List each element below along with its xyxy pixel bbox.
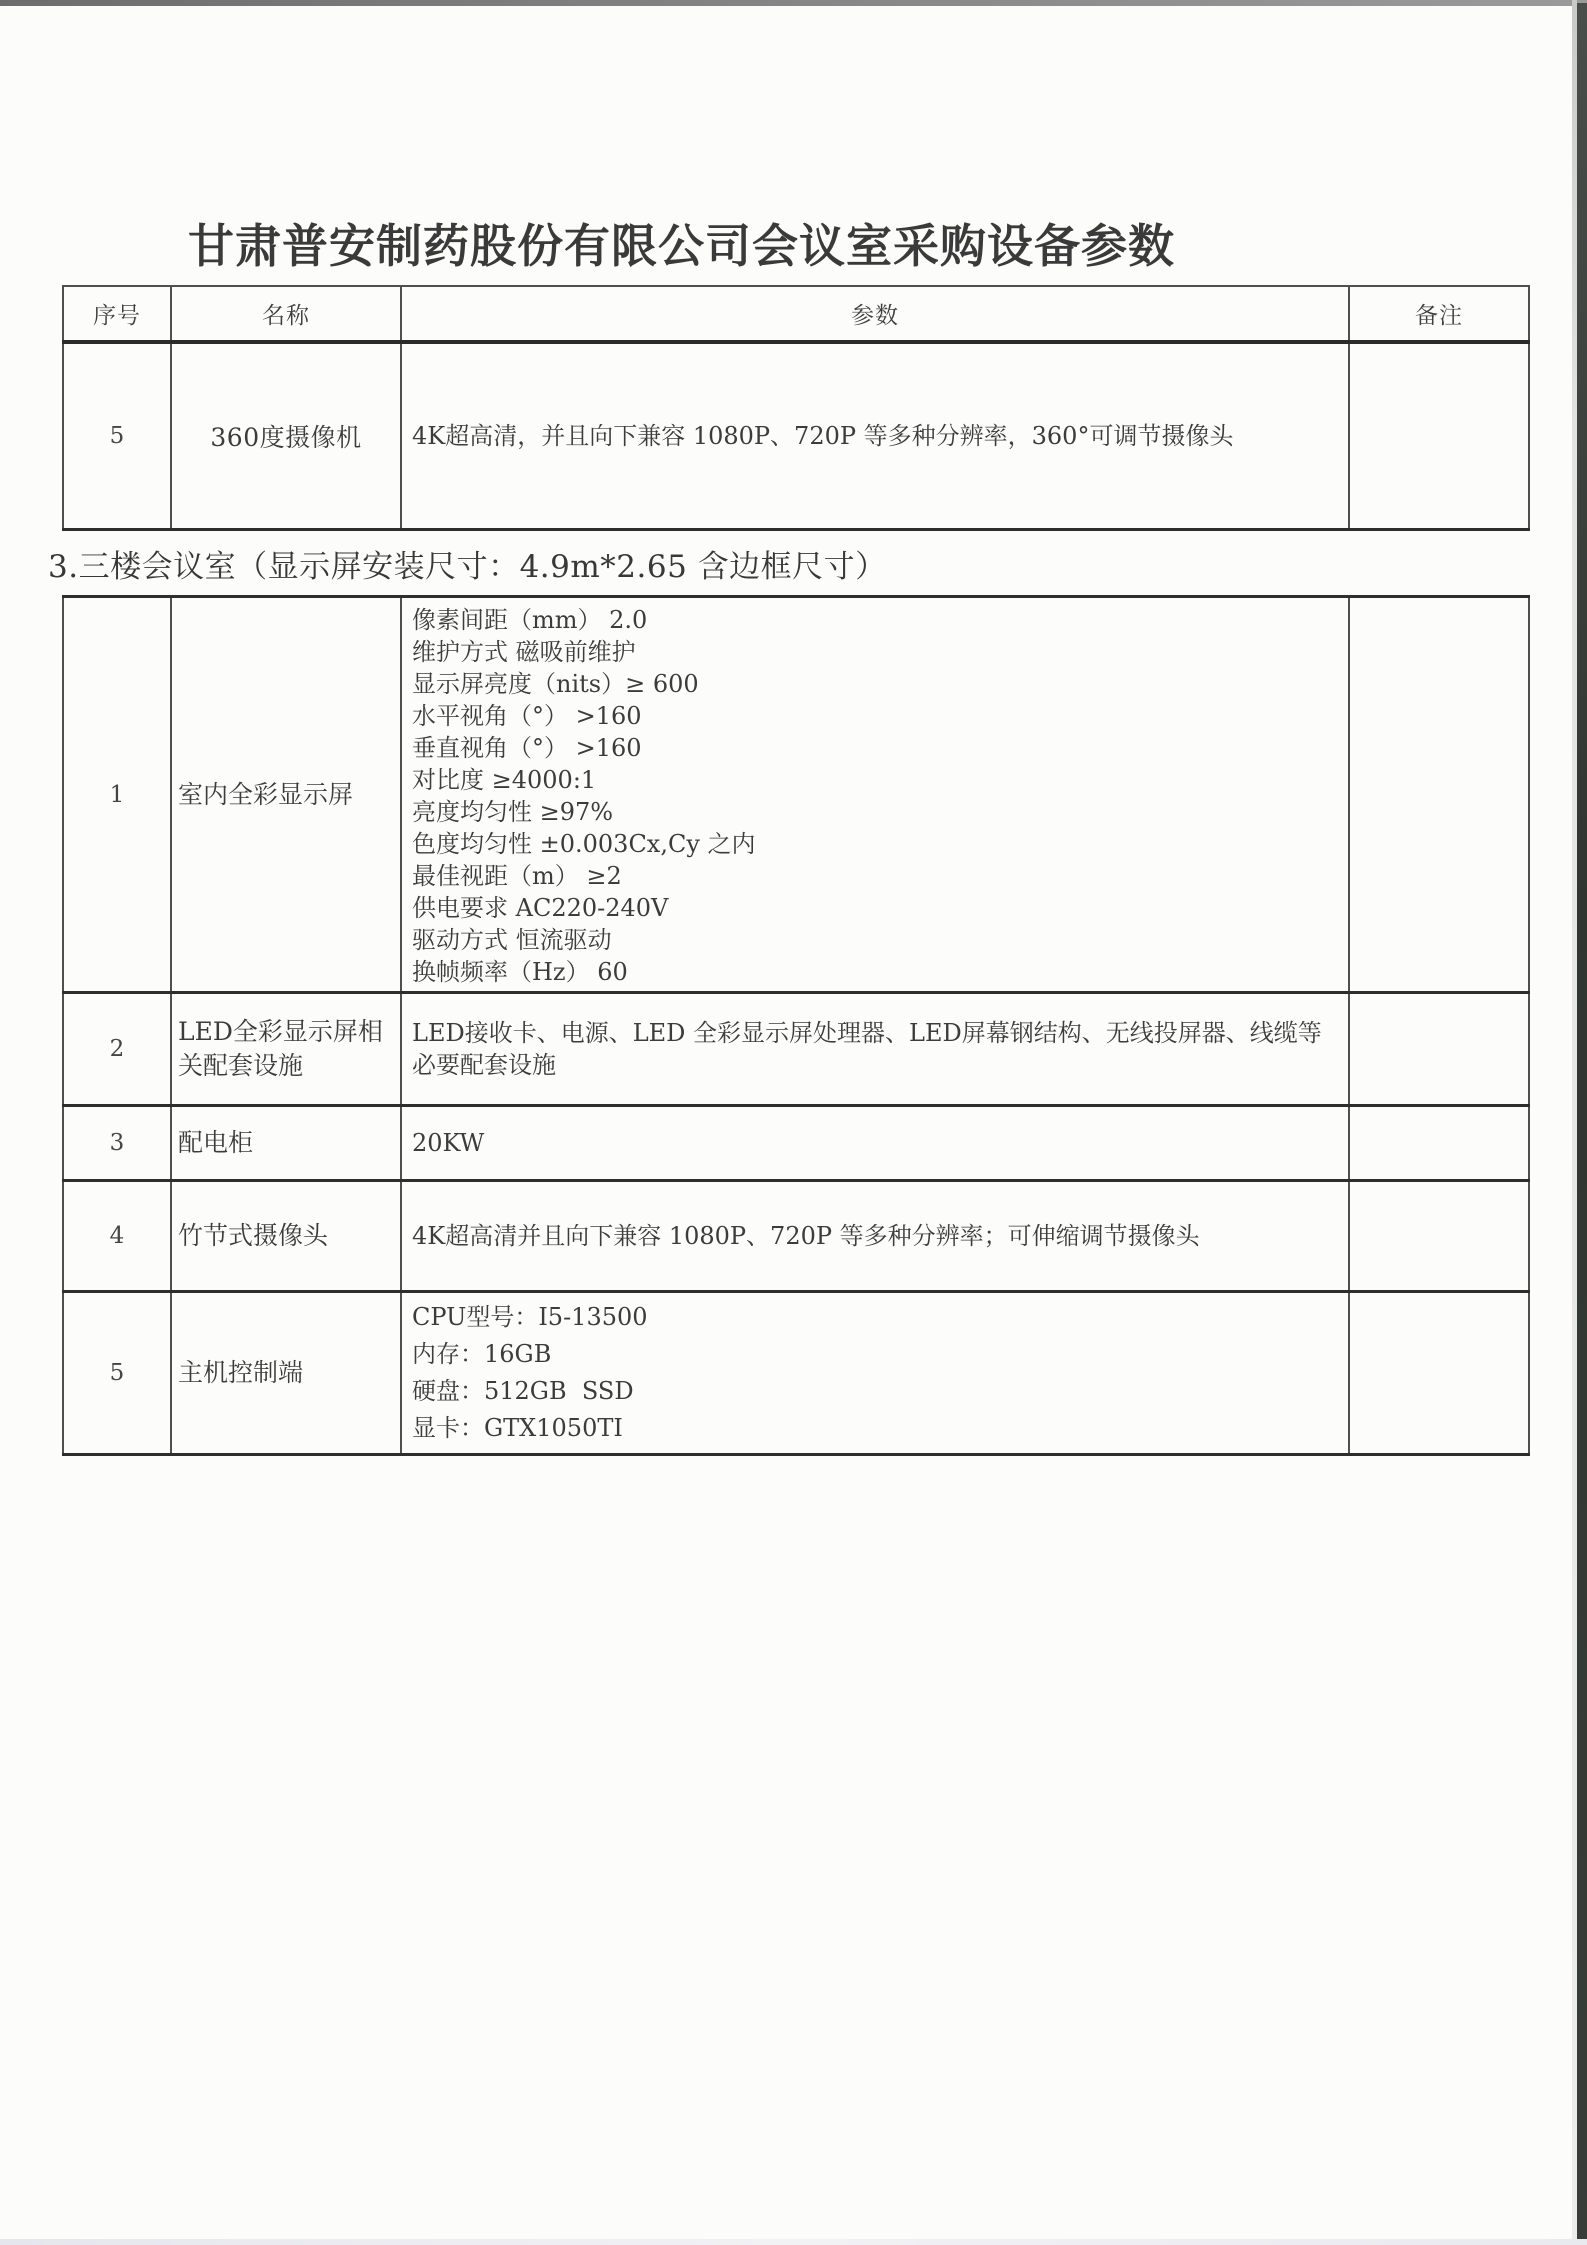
scan-edge-top bbox=[0, 0, 1587, 6]
note-cell bbox=[1349, 342, 1529, 530]
param-line: 最佳视距（m） ≥2 bbox=[412, 862, 622, 890]
param-line: 水平视角（°） >160 bbox=[412, 702, 642, 730]
note-cell bbox=[1349, 993, 1529, 1106]
table-row bbox=[63, 597, 1529, 993]
name-cell: 360度摄像机 bbox=[171, 342, 401, 530]
section-heading: 3.三楼会议室（显示屏安装尺寸：4.9m*2.65 含边框尺寸） bbox=[48, 549, 887, 585]
note-cell bbox=[1349, 1292, 1529, 1455]
name-cell: 室内全彩显示屏 bbox=[171, 597, 401, 993]
param-line: 驱动方式 恒流驱动 bbox=[412, 926, 612, 954]
page-title: 甘肃普安制药股份有限公司会议室采购设备参数 bbox=[188, 219, 1175, 273]
name-cell: 配电柜 bbox=[171, 1106, 401, 1181]
note-cell bbox=[1349, 597, 1529, 993]
param-line: 显卡：GTX1050TI bbox=[412, 1414, 623, 1442]
table-body bbox=[63, 342, 1529, 530]
note-cell bbox=[1349, 1106, 1529, 1181]
param-line: 硬盘：512GB SSD bbox=[412, 1377, 634, 1405]
param-line: 像素间距（mm） 2.0 bbox=[412, 606, 648, 634]
third-floor-spec-table bbox=[62, 595, 1530, 1456]
header-note: 备注 bbox=[1349, 286, 1529, 342]
param-line: 显示屏亮度（nits）≥ 600 bbox=[412, 670, 699, 698]
row-number-cell: 1 bbox=[63, 597, 171, 993]
params-cell bbox=[401, 1106, 1349, 1181]
params-cell bbox=[401, 597, 1349, 993]
header-row bbox=[63, 286, 1529, 342]
table-header bbox=[63, 286, 1529, 342]
row-number-cell: 5 bbox=[63, 342, 171, 530]
table-row bbox=[63, 1292, 1529, 1455]
param-line: 4K超高清，并且向下兼容 1080P、720P 等多种分辨率，360°可调节摄像头 bbox=[412, 421, 1234, 450]
header-serial: 序号 bbox=[63, 286, 171, 342]
param-line: LED接收卡、电源、LED 全彩显示屏处理器、LED屏幕钢结构、无线投屏器、线缆等必要配套设施 bbox=[412, 1019, 1322, 1079]
note-cell bbox=[1349, 1181, 1529, 1292]
header-name: 名称 bbox=[171, 286, 401, 342]
name-cell: 竹节式摄像头 bbox=[171, 1181, 401, 1292]
param-line: 维护方式 磁吸前维护 bbox=[412, 638, 636, 666]
param-line: 换帧频率（Hz） 60 bbox=[412, 958, 628, 986]
param-line: 内存：16GB bbox=[412, 1340, 552, 1368]
table-row bbox=[63, 1181, 1529, 1292]
name-cell: 主机控制端 bbox=[171, 1292, 401, 1455]
row-number-cell: 3 bbox=[63, 1106, 171, 1181]
param-line: 对比度 ≥4000:1 bbox=[412, 766, 597, 794]
param-line: 20KW bbox=[412, 1129, 485, 1157]
table-row bbox=[63, 1106, 1529, 1181]
row-number-cell: 4 bbox=[63, 1181, 171, 1292]
params-cell bbox=[401, 342, 1349, 530]
table-row bbox=[63, 342, 1529, 530]
param-line: 色度均匀性 ±0.003Cx,Cy 之内 bbox=[412, 830, 756, 858]
params-cell bbox=[401, 1181, 1349, 1292]
params-cell bbox=[401, 993, 1349, 1106]
camera-spec-table bbox=[62, 285, 1530, 531]
table-row bbox=[63, 993, 1529, 1106]
header-params: 参数 bbox=[401, 286, 1349, 342]
row-number-cell: 2 bbox=[63, 993, 171, 1106]
param-line: CPU型号：I5-13500 bbox=[412, 1303, 648, 1331]
param-line: 供电要求 AC220-240V bbox=[412, 894, 669, 922]
param-line: 4K超高清并且向下兼容 1080P、720P 等多种分辨率；可伸缩调节摄像头 bbox=[412, 1222, 1200, 1250]
table-body bbox=[63, 597, 1529, 1455]
param-line: 亮度均匀性 ≥97% bbox=[412, 798, 614, 826]
param-line: 垂直视角（°） >160 bbox=[412, 734, 642, 762]
scan-edge-bottom bbox=[0, 2239, 1587, 2245]
name-cell: LED全彩显示屏相关配套设施 bbox=[171, 993, 401, 1106]
params-cell bbox=[401, 1292, 1349, 1455]
row-number-cell: 5 bbox=[63, 1292, 171, 1455]
scan-edge-right bbox=[1577, 3, 1587, 2245]
